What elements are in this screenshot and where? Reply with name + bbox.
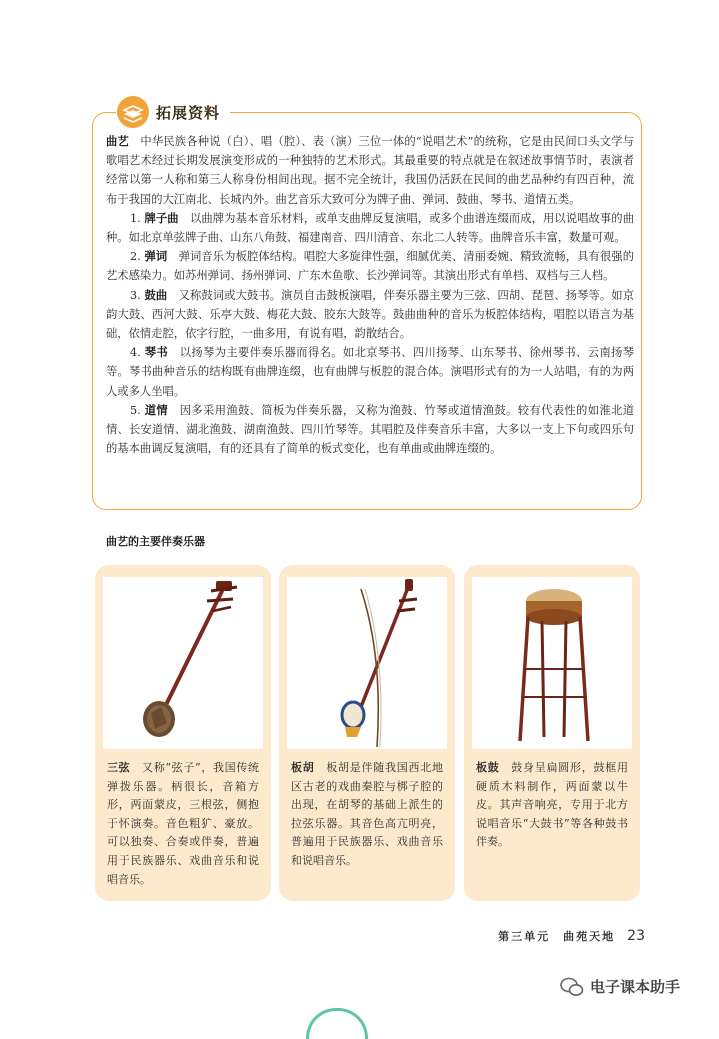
sanxian-icon (103, 577, 263, 749)
instrument-description: 鼓身呈扁圆形，鼓框用硬质木料制作，两面蒙以牛皮。其声音响亮，专用于北方说唱音乐“大鼓书”等各种鼓书伴奏。 (476, 761, 628, 849)
intro-text: 中华民族各种说（白）、唱（腔）、表（演）三位一体的“说唱艺术”的统称，它是由民间口头文学与歌唱艺术经过长期发展演变形成的一种独特的艺术形式。其最重要的特点就是在叙述故事情节时，表演者经常以第一人称和第三人称身份相间出现。据不完全统计，我国仍活跃在民间的曲艺品种约有四百种，流布于我国的大江南北、长城内外。曲艺音乐大致可分为牌子曲、弹词、鼓曲、琴书、道情五类。 (106, 135, 634, 206)
instrument-description: 板胡是伴随我国西北地区古老的戏曲秦腔与梆子腔的出现，在胡琴的基础上派生的拉弦乐器。其音色高亢明亮，普遍用于民族器乐、戏曲音乐和说唱音乐。 (291, 761, 443, 867)
item-term: 道情 (144, 403, 169, 417)
instrument-name: 板胡 (291, 761, 315, 774)
bottom-decoration-arc (306, 1008, 368, 1039)
list-item (106, 247, 634, 285)
sanxian-caption (107, 759, 259, 889)
extended-reading-title: 拓展资料 (156, 103, 221, 122)
bangu-icon (472, 577, 632, 749)
watermark-text: 电子课本助手 (590, 978, 681, 996)
instrument-name: 三弦 (107, 761, 131, 774)
bangu-image (472, 577, 632, 749)
list-item (106, 286, 634, 344)
extended-reading-body (106, 132, 634, 458)
banhu-image (287, 577, 447, 749)
extended-reading-header (116, 95, 230, 129)
watermark (560, 976, 680, 997)
section-title: 曲艺的主要伴奏乐器 (106, 535, 205, 548)
list-item (106, 343, 634, 401)
books-stack-icon (116, 95, 150, 129)
page-footer (498, 928, 645, 944)
item-text: 以扬琴为主要伴奏乐器而得名。如北京琴书、四川扬琴、山东琴书、徐州琴书、云南扬琴等。琴书曲种音乐的结构既有曲牌连缀，也有曲牌与板腔的混合体。演唱形式有的为一人站唱，有的为两人或多人坐唱。 (106, 346, 634, 398)
item-text: 以曲牌为基本音乐材料，或单支曲牌反复演唱，或多个曲谱连缀而成，用以说唱故事的曲种。如北京单弦牌子曲、山东八角鼓、福建南音、四川清音、东北二人转等。曲牌音乐丰富，数量可观。 (106, 211, 634, 245)
wechat-icon (560, 977, 584, 997)
bangu-caption (476, 759, 628, 852)
item-number: 3. (130, 288, 141, 302)
unit-title: 第三单元 曲苑天地 (498, 930, 616, 943)
banhu-caption (291, 759, 443, 871)
item-text: 又称鼓词或大鼓书。演员自击鼓板演唱，伴奏乐器主要为三弦、四胡、琵琶、扬琴等。如京韵大鼓、西河大鼓、乐亭大鼓、梅花大鼓、胶东大鼓等。鼓曲曲种的音乐为板腔体结构，唱腔以语言为基础，依情走腔，依字行腔，一曲多用，有说有唱，韵散结合。 (106, 288, 634, 341)
item-term: 鼓曲 (144, 288, 168, 302)
list-item (106, 401, 634, 459)
instrument-name: 板鼓 (476, 761, 500, 774)
page-number: 23 (627, 928, 645, 944)
list-item (106, 209, 634, 247)
item-number: 2. (130, 250, 141, 264)
item-number: 5. (130, 403, 141, 417)
item-term: 牌子曲 (144, 211, 179, 225)
instrument-description: 又称“弦子”，我国传统弹拨乐器。柄很长，音箱方形，两面蒙皮，三根弦，侧抱于怀演奏。音色粗犷、豪放。可以独奏、合奏或伴奏，普遍用于民族器乐、戏曲音乐和说唱音乐。 (107, 761, 260, 886)
item-text: 弹词音乐为板腔体结构。唱腔大多旋律性强，细腻优美、清丽委婉、精致流畅，具有很强的艺术感染力。如苏州弹词、扬州弹词、广东木鱼歌、长沙弹词等。其演出形式有单档、双档与三人档。 (106, 250, 634, 283)
instrument-card-banhu (279, 565, 455, 901)
intro-paragraph (106, 132, 634, 209)
term-quyi: 曲艺 (106, 135, 129, 148)
item-text: 因多采用渔鼓、简板为伴奏乐器，又称为渔鼓、竹琴或道情渔鼓。较有代表性的如淮北道情、长安道情、湖北渔鼓、湖南渔鼓、四川竹琴等。其唱腔及伴奏音乐丰富，大多以一支上下句或四乐句的基本曲调反复演唱，有的还具有了简单的板式变化，也有单曲或曲牌连缀的。 (106, 403, 634, 456)
sanxian-image (103, 577, 263, 749)
item-number: 1. (130, 211, 141, 225)
instrument-card-sanxian (95, 565, 271, 901)
instrument-card-bangu (464, 565, 640, 901)
item-term: 弹词 (144, 250, 168, 264)
banhu-icon (287, 577, 447, 749)
item-term: 琴书 (144, 346, 169, 360)
item-number: 4. (130, 346, 141, 360)
